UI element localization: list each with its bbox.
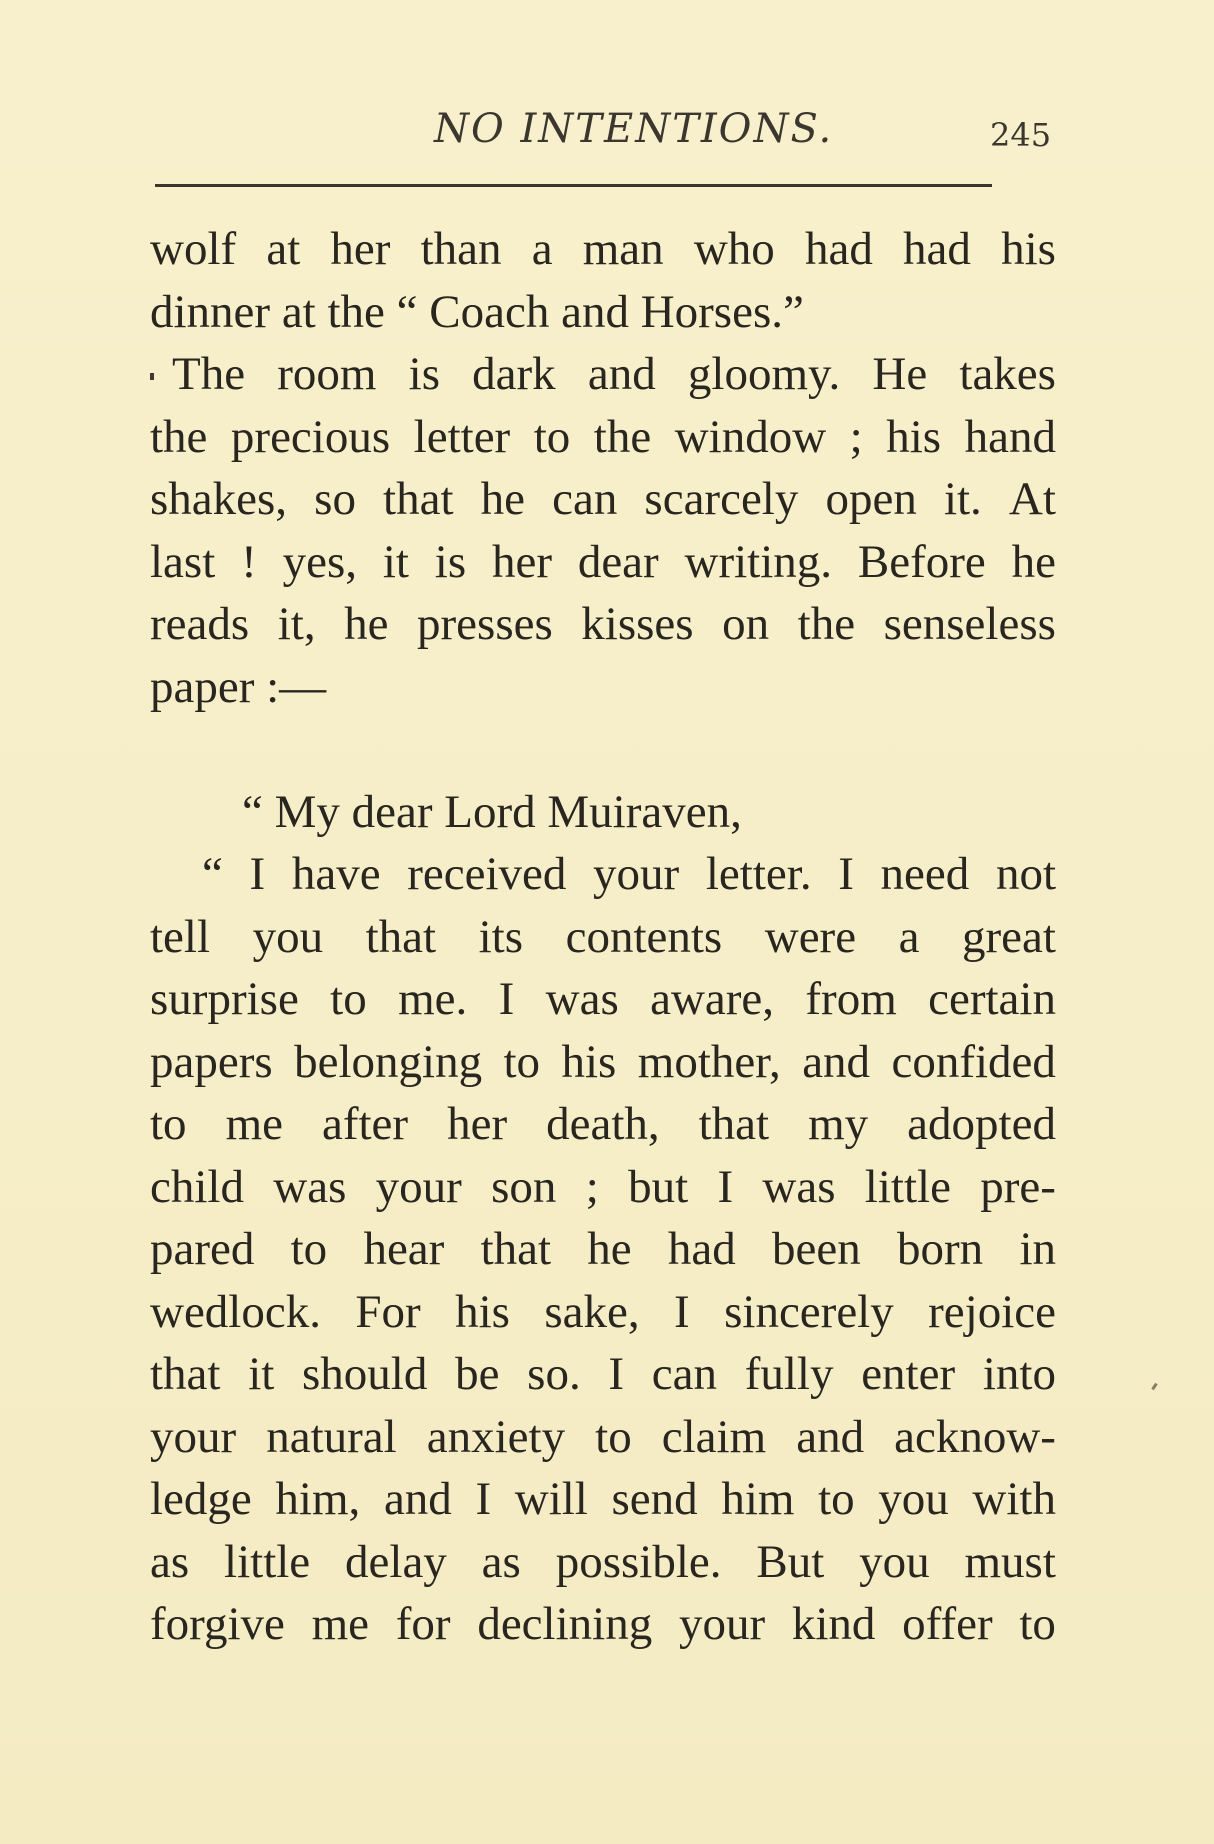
text-line: ledge him, and I will send him to you with bbox=[150, 1473, 1056, 1525]
header-rule bbox=[155, 184, 992, 187]
text-line: shakes, so that he can scarcely open it. At bbox=[150, 473, 1056, 525]
text-line: papers belonging to his mother, and confided bbox=[150, 1035, 1056, 1088]
text-line: surprise to me. I was aware, from certain bbox=[150, 973, 1056, 1025]
text-line: the precious letter to the window ; his hand bbox=[150, 410, 1056, 463]
text-line: pared to hear that he had been born in bbox=[150, 1223, 1056, 1275]
text-line: that it should be so. I can fully enter into bbox=[150, 1348, 1056, 1400]
text-line: forgive me for declining your kind offer to bbox=[150, 1598, 1056, 1650]
text-line: dinner at the “ Coach and Horses.” bbox=[150, 285, 804, 338]
text-line: wolf at her than a man who had had his bbox=[150, 223, 1056, 275]
text-line: “ I have received your letter. I need not bbox=[202, 848, 1056, 900]
text-line: tell you that its contents were a great bbox=[150, 910, 1056, 963]
text-line: child was your son ; but I was little pre- bbox=[150, 1160, 1056, 1213]
letter-salutation: “ My dear Lord Muiraven, bbox=[242, 785, 742, 838]
running-title: NO INTENTIONS. bbox=[434, 106, 834, 152]
text-line: to me after her death, that my adopted bbox=[150, 1098, 1056, 1150]
text-line: your natural anxiety to claim and acknow- bbox=[150, 1410, 1056, 1463]
text-line: last ! yes, it is her dear writing. Before he bbox=[150, 535, 1056, 588]
text-line: paper :— bbox=[150, 660, 327, 713]
text-line: reads it, he presses kisses on the senseless bbox=[150, 598, 1056, 650]
text-line: as little delay as possible. But you must bbox=[150, 1535, 1056, 1588]
text-line: wedlock. For his sake, I sincerely rejoice bbox=[150, 1285, 1056, 1338]
paper-speck bbox=[1151, 1383, 1157, 1390]
paragraph-gap bbox=[150, 718, 1056, 781]
running-header bbox=[0, 106, 1214, 156]
text-line: The room is dark and gloomy. He takes bbox=[172, 348, 1056, 400]
page-number: 245 bbox=[990, 116, 1052, 154]
page-text bbox=[150, 218, 1056, 1656]
